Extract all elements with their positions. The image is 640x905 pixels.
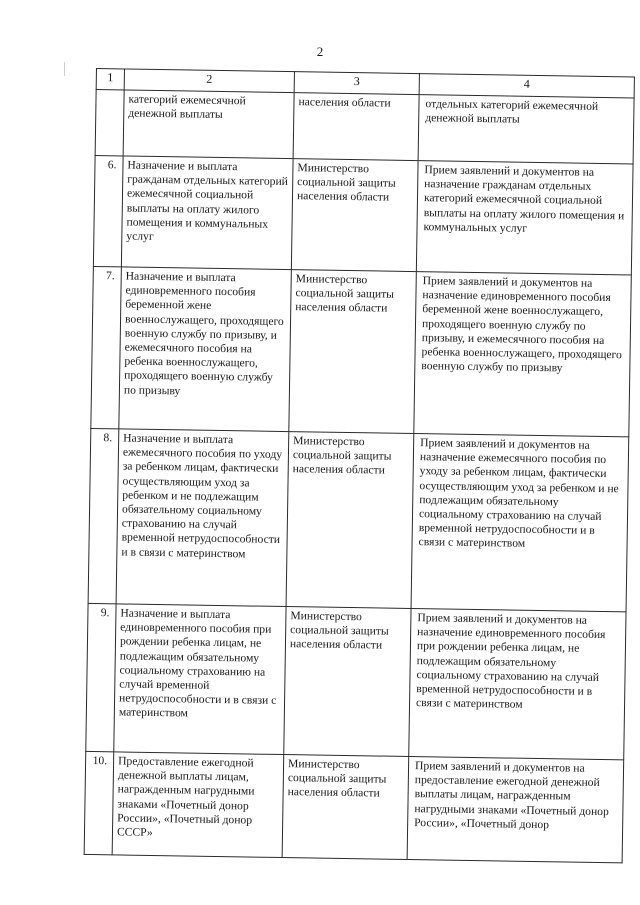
services-table: [84, 68, 635, 863]
table-row: [88, 428, 629, 611]
procedure-text: Прием заявлений и документов на предоставление ежегодной денежной выплаты лицам, награжденным нагрудными знаками «Почетный донор России», «Почетный донор: [407, 756, 624, 862]
table-row: [86, 603, 626, 759]
table-row: [84, 751, 624, 862]
table-row: [95, 90, 634, 164]
service-name: категорий ежемесячной денежной выплаты: [123, 90, 294, 159]
row-number: 6.: [93, 155, 123, 266]
row-number: 7.: [91, 266, 122, 428]
header-col-1: 1: [96, 69, 124, 90]
service-name: Назначение и выплата единовременного пособия при рождении ребенка лицам, не подлежащим обязательному социальному страхованию на случай временной нетрудоспособности и в связи с материнством: [114, 604, 286, 755]
procedure-text: Прием заявлений и документов на назначение ежемесячного пособия по уходу за ребенком лицам, фактически осуществляющим уход за ребенком и не подлежащим обязательному социальному страхованию на случай временной нетрудоспособности и в связи с материнством: [411, 434, 629, 612]
authority-name: Министерство социальной защиты населения области: [291, 159, 418, 272]
row-number: 8.: [88, 428, 119, 603]
services-table-container: [84, 68, 634, 863]
header-col-4: 4: [419, 74, 634, 98]
procedure-text: отдельных категорий ежемесячной денежной выплаты: [418, 95, 634, 164]
service-name: Назначение и выплата ежемесячного пособия по уходу за ребенком лицам, фактически осуществляющим уход за ребенком и не подлежащим обязательному социальному страхованию на случай временной нетрудоспособности и в связи с материнством: [116, 429, 289, 607]
header-col-3: 3: [294, 72, 419, 95]
row-number: 10.: [84, 751, 114, 854]
authority-name: населения области: [293, 93, 419, 161]
service-name: Назначение и выплата единовременного пособия беременной жене военнослужащего, проходящего военную службу по призыву, и ежемесячного пособия на ребенка военнослужащего, проходящего военную службу по призыву: [119, 267, 292, 432]
procedure-text: Прием заявлений и документов на назначение единовременного пособия беременной жене военнослужащего, проходящего военную службу по призыву, и ежемесячного пособия на ребенка военнослужащего, проходящего военную службу по призыву: [414, 272, 632, 437]
table-row: [91, 266, 631, 436]
scan-margin-mark: [64, 62, 71, 76]
authority-name: Министерство социальной защиты населения области: [286, 432, 414, 609]
authority-name: Министерство социальной защиты населения области: [282, 755, 409, 860]
table-row: [93, 155, 633, 274]
row-number: [95, 90, 124, 156]
service-name: Назначение и выплата гражданам отдельных категорий ежемесячной социальной выплаты на оплату жилого помещения и коммунальных услуг: [121, 156, 293, 270]
authority-name: Министерство социальной защиты населения области: [284, 607, 411, 757]
page-number: 2: [316, 44, 324, 59]
service-name: Предоставление ежегодной денежной выплаты лицам, награжденным нагрудными знаками «Почетный донор России», «Почетный донор СССР»: [112, 752, 284, 858]
header-col-2: 2: [124, 69, 294, 93]
authority-name: Министерство социальной защиты населения области: [289, 270, 417, 434]
procedure-text: Прием заявлений и документов на назначение гражданам отдельных категорий ежемесячной социальной выплаты на оплату жилого помещения и коммунальных услуг: [416, 161, 633, 275]
row-number: 9.: [86, 603, 116, 751]
procedure-text: Прием заявлений и документов на назначение единовременного пособия при рождении ребенка лицам, не подлежащим обязательному социальному страхованию на случай временной нетрудоспособности и в связи с материнством: [409, 609, 626, 760]
